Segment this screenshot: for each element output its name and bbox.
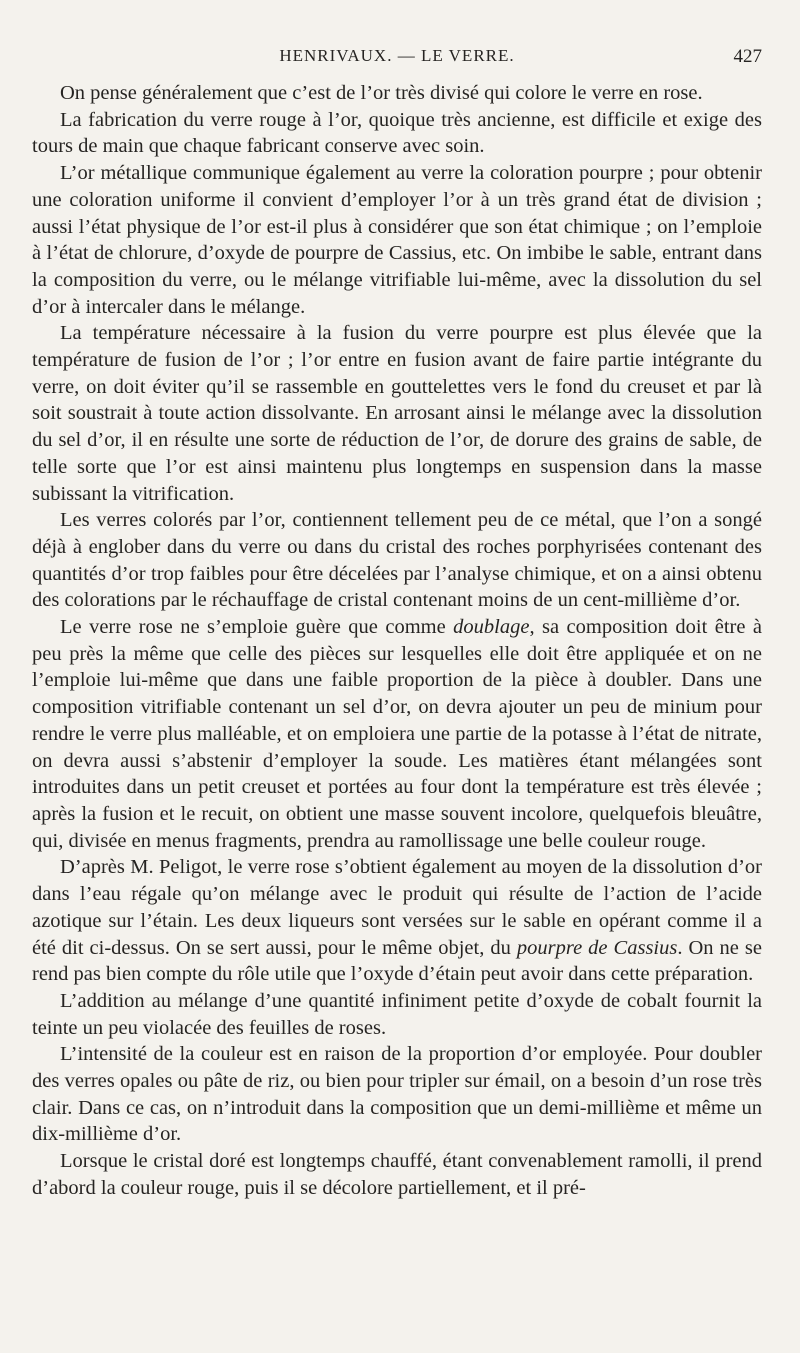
- paragraph-7-text-after: . On ne se rend pas bien compte du rôle utile que l’oxyde d’étain peut avoir dans cette préparation.: [32, 936, 762, 986]
- paragraph-5: Les verres colorés par l’or, contiennent tellement peu de ce métal, que l’on a songé déjà à englober dans du verre ou dans du cristal des roches porphyrisées contenant des quantités d’or trop faibles pour être décelées par l’analyse chimique, et on a ainsi obtenu des colorations par le réchauffage de cristal contenant moins de un cent-millième d’or.: [32, 509, 762, 612]
- paragraph-4: La température nécessaire à la fusion du verre pourpre est plus élevée que la température de fusion de l’or ; l’or entre en fusion avant de faire partie intégrante du verre, on doit éviter qu’il se rassemble en gouttelettes vers le fond du creuset et par là soit soustrait à toute action dissolvante. En arrosant ainsi le mélange avec la dissolution du sel d’or, il en résulte une sorte de réduction de l’or, de dorure des grains de sable, de telle sorte que l’or est ainsi maintenu plus longtemps en suspension dans la masse subissant la vitrification.: [32, 322, 762, 505]
- paragraph-10: Lorsque le cristal doré est longtemps chauffé, étant convenablement ramolli, il prend d’abord la couleur rouge, puis il se décolore partiellement, et il pré-: [32, 1150, 762, 1199]
- paragraph-3: L’or métallique communique également au verre la coloration pourpre ; pour obtenir une coloration uniforme il convient d’employer l’or à un très grand état de division ; aussi l’état physique de l’or est-il plus à considérer que son état chimique ; on l’emploie à l’état de chlorure, d’oxyde de pourpre de Cassius, etc. On imbibe le sable, entrant dans la composition du verre, ou le mélange vitrifiable lui-même, avec la dissolution du sel d’or à intercaler dans le mélange.: [32, 162, 762, 318]
- paragraph-6-text-before: Le verre rose ne s’emploie guère que comme: [60, 616, 454, 639]
- page-number: 427: [733, 46, 762, 67]
- running-title: HENRIVAUX. — LE VERRE.: [279, 46, 515, 65]
- running-head: [32, 46, 762, 72]
- term-doublage: doublage: [453, 616, 530, 639]
- paragraph-7: [32, 854, 762, 988]
- paragraph-1: On pense généralement que c’est de l’or très divisé qui colore le verre en rose.: [60, 82, 703, 104]
- term-pourpre-de-cassius: pourpre de Cassius: [516, 936, 678, 959]
- paragraph-7-text-before: D’après M. Peligot, le verre rose s’obtient également au moyen de la dissolution d’or dans l’eau régale qu’on mélange avec le produit qui résulte de l’action de l’acide azotique sur l’étain. Les deux liqueurs sont versées sur le sable en opérant comme il a été dit ci-dessus. On se sert aussi, pour le même objet, du: [32, 856, 762, 959]
- body-text: [32, 80, 762, 1202]
- paragraph-6-text-after: , sa composition doit être à peu près la même que celle des pièces sur lesquelles elle doit être appliquée et on ne l’emploie lui-même que dans une faible proportion de la pièce à doubler. Dans une composition vitrifiable contenant un sel d’or, on devra ajouter un peu de minium pour rendre le verre plus malléable, et on emploiera une partie de la potasse à l’état de nitrate, on devra aussi s’abstenir d’employer la soude. Les matières étant mélangées sont introduites dans un petit creuset et portées au four dont la température est très élevée ; après la fusion et le recuit, on obtient une masse souvent incolore, quelquefois bleuâtre, qui, divisée en menus fragments, prendra au ramollissage une belle couleur rouge.: [32, 616, 762, 852]
- paragraph-8: L’addition au mélange d’une quantité infiniment petite d’oxyde de cobalt fournit la teinte un peu violacée des feuilles de roses.: [32, 989, 762, 1039]
- paragraph-2: La fabrication du verre rouge à l’or, quoique très ancienne, est difficile et exige des tours de main que chaque fabricant conserve avec soin.: [32, 108, 762, 158]
- paragraph-6: [32, 614, 762, 854]
- paragraph-9: L’intensité de la couleur est en raison de la proportion d’or employée. Pour doubler des verres opales ou pâte de riz, ou bien pour tripler sur émail, on a besoin d’un rose très clair. Dans ce cas, on n’introduit dans la composition que un demi-millième et même un dix-millième d’or.: [32, 1043, 762, 1146]
